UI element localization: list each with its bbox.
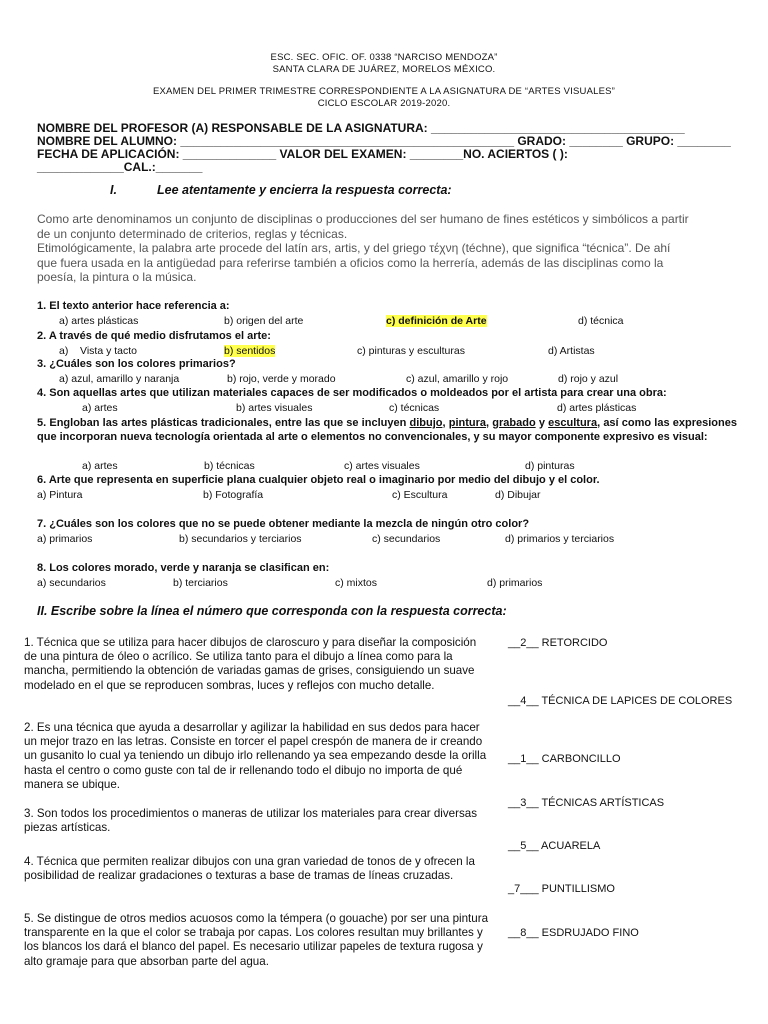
student-name-field: NOMBRE DEL ALUMNO: __________________________________________________ GRADO: ________ GRUPO: ________ [37, 134, 731, 148]
paragraph-line: Como arte denominamos un conjunto de disciplinas o producciones del ser humano de fines estéticos y simbólicos a partir [37, 212, 689, 226]
q5-sep: , [442, 417, 449, 429]
q5-text-end: , así como las expresiones que incorporan nueva tecnología orientada al arte o elementos no convencionales, y su mayor componente expresivo es visual: [37, 417, 737, 443]
q2-option-a[interactable]: a) Vista y tacto [59, 345, 138, 357]
answer-retorcido[interactable]: __2__ RETORCIDO [508, 637, 608, 649]
paragraph-line: de un conjunto determinado de criterios, reglas y técnicas. [37, 226, 348, 241]
paragraph-line: poesía, la pintura o la música. [37, 270, 197, 284]
q2-option-b[interactable]: b) sentidos [224, 345, 276, 357]
answer-acuarela[interactable]: __5__ ACUARELA [508, 840, 601, 852]
description-5: 5. Se distingue de otros medios acuosos como la témpera (o gouache) por ser una pintura transparente en la que el color se trabaja por capas. Los colores resultan muy brillantes y los blancos los dará el blanco del papel. Es necesario utilizar papeles de textura rugosa y alto gramaje para que absorban parte del agua. [24, 912, 489, 968]
q3-option-d[interactable]: d) rojo y azul [558, 373, 619, 385]
q5-sep: , [486, 417, 493, 429]
q5-option-c[interactable]: c) artes visuales [344, 460, 420, 472]
q4-option-c[interactable]: c) técnicas [389, 402, 440, 414]
q5-option-a[interactable]: a) artes [82, 460, 118, 472]
description-3: 3. Son todos los procedimientos o maneras de utilizar los materiales para crear diversas piezas artísticas. [24, 807, 478, 835]
q7-option-c[interactable]: c) secundarios [372, 533, 441, 545]
q3-option-c[interactable]: c) azul, amarillo y rojo [406, 373, 509, 385]
question-2: 2. A través de qué medio disfrutamos el arte: [37, 330, 271, 342]
question-5 [37, 416, 737, 444]
q5-term-grabado: grabado [492, 417, 536, 429]
q1-option-c[interactable]: c) definición de Arte [386, 315, 487, 327]
description-4: 4. Técnica que permiten realizar dibujos con una gran variedad de tonos de y ofrecen la posibilidad de realizar gradaciones o texturas a base de tramas de líneas cruzadas. [24, 855, 475, 883]
q5-term-escultura: escultura [548, 417, 598, 429]
q1-option-b[interactable]: b) origen del arte [224, 315, 304, 327]
q2-option-c[interactable]: c) pinturas y esculturas [357, 345, 465, 357]
description-1: 1. Técnica que se utiliza para hacer dibujos de claroscuro y para diseñar la composición de una pintura de óleo o acrílico. Se utiliza tanto para el dibujo a línea como para la mancha, permitiendo la obtención de variadas gamas de grises, consiguiendo un suave modelado en el que se reproducen sombras, luces y reflejos con mucho detalle. [24, 636, 477, 692]
paragraph-line: Etimológicamente, la palabra arte procede del latín ars, artis, y del griego τέχνη (téchne), que significa “técnica”. De ahí [37, 241, 671, 255]
description-2: 2. Es una técnica que ayuda a desarrollar y agilizar la habilidad en sus dedos para hacer un mejor trazo en las letras. Consiste en torcer el papel crespón de manera de ir creando un gusanito lo cual ya teniendo un dibujo irlo rellenando ya sea empezando desde la orilla hasta el centro o como guste con tal de ir rellenando todo el dibujo no importa de qué manera se ubique. [24, 721, 487, 791]
q5-term-dibujo: dibujo [409, 417, 443, 429]
q4-option-b[interactable]: b) artes visuales [236, 402, 313, 414]
question-1: 1. El texto anterior hace referencia a: [37, 300, 230, 312]
q7-option-d[interactable]: d) primarios y terciarios [505, 533, 615, 545]
school-name: ESC. SEC. OFIC. OF. 0338 “NARCISO MENDOZA” [270, 52, 498, 63]
application-date-field: FECHA DE APLICACIÓN: ______________ VALOR DEL EXAMEN: ________NO. ACIERTOS ( ): [37, 147, 568, 161]
q6-option-b[interactable]: b) Fotografía [203, 489, 264, 501]
school-year: CICLO ESCOLAR 2019-2020. [317, 98, 451, 109]
q6-option-a[interactable]: a) Pintura [37, 489, 83, 501]
q7-option-b[interactable]: b) secundarios y terciarios [179, 533, 302, 545]
answer-puntillismo[interactable]: _7___ PUNTILLISMO [508, 883, 615, 895]
question-3: 3. ¿Cuáles son los colores primarios? [37, 358, 236, 370]
q5-option-b[interactable]: b) técnicas [204, 460, 255, 472]
question-4: 4. Son aquellas artes que utilizan materiales capaces de ser modificados o moldeados por el artista para crear una obra: [37, 387, 667, 399]
paragraph-line: que fuera usada en la antigüedad para referirse también a oficios como la herrería, además de las disciplinas como la [37, 255, 664, 270]
q6-option-d[interactable]: d) Dibujar [495, 489, 541, 501]
q3-option-b[interactable]: b) rojo, verde y morado [227, 373, 336, 385]
question-6: 6. Arte que representa en superficie plana cualquier objeto real o imaginario por medio del dibujo y el color. [37, 474, 600, 486]
answer-esdrujado-fino[interactable]: __8__ ESDRUJADO FINO [508, 927, 639, 939]
q8-option-b[interactable]: b) terciarios [173, 577, 228, 589]
q7-option-a[interactable]: a) primarios [37, 533, 93, 545]
answer-tecnicas-artisticas[interactable]: __3__ TÉCNICAS ARTÍSTICAS [508, 797, 665, 809]
section1-title: Lee atentamente y encierra la respuesta correcta: [157, 183, 452, 197]
exam-title: EXAMEN DEL PRIMER TRIMESTRE CORRESPONDIENTE A LA ASIGNATURA DE “ARTES VISUALES” [152, 86, 616, 97]
q8-option-c[interactable]: c) mixtos [335, 577, 377, 589]
q5-option-d[interactable]: d) pinturas [525, 460, 575, 472]
q8-option-a[interactable]: a) secundarios [37, 577, 106, 589]
question-7: 7. ¿Cuáles son los colores que no se puede obtener mediante la mezcla de ningún otro color? [37, 518, 530, 530]
q1-option-a[interactable]: a) artes plásticas [59, 315, 139, 327]
answer-carboncillo[interactable]: __1__ CARBONCILLO [508, 753, 621, 765]
school-location: SANTA CLARA DE JUÁREZ, MORELOS MÉXICO. [272, 64, 496, 75]
q1-option-d[interactable]: d) técnica [578, 315, 624, 327]
q5-sep: y [535, 417, 549, 429]
q4-option-a[interactable]: a) artes [82, 402, 118, 414]
q5-text-start: 5. Engloban las artes plásticas tradicionales, entre las que se incluyen [37, 417, 410, 429]
answer-lapices-colores[interactable]: __4__ TÉCNICA DE LAPICES DE COLORES [508, 695, 733, 707]
q4-option-d[interactable]: d) artes plásticas [557, 402, 637, 414]
question-8: 8. Los colores morado, verde y naranja se clasifican en: [37, 562, 330, 574]
grade-field: _____________CAL.:_______ [37, 160, 203, 174]
intro-paragraph [37, 212, 737, 285]
section2-title: II. Escribe sobre la línea el número que corresponda con la respuesta correcta: [37, 604, 507, 618]
section1-number: I. [110, 183, 117, 197]
q2-option-d[interactable]: d) Artistas [548, 345, 595, 357]
q3-option-a[interactable]: a) azul, amarillo y naranja [59, 373, 180, 385]
q8-option-d[interactable]: d) primarios [487, 577, 543, 589]
q6-option-c[interactable]: c) Escultura [392, 489, 448, 501]
teacher-name-field: NOMBRE DEL PROFESOR (A) RESPONSABLE DE LA ASIGNATURA: ______________________________________ [37, 121, 685, 135]
q5-term-pintura: pintura [448, 417, 487, 429]
